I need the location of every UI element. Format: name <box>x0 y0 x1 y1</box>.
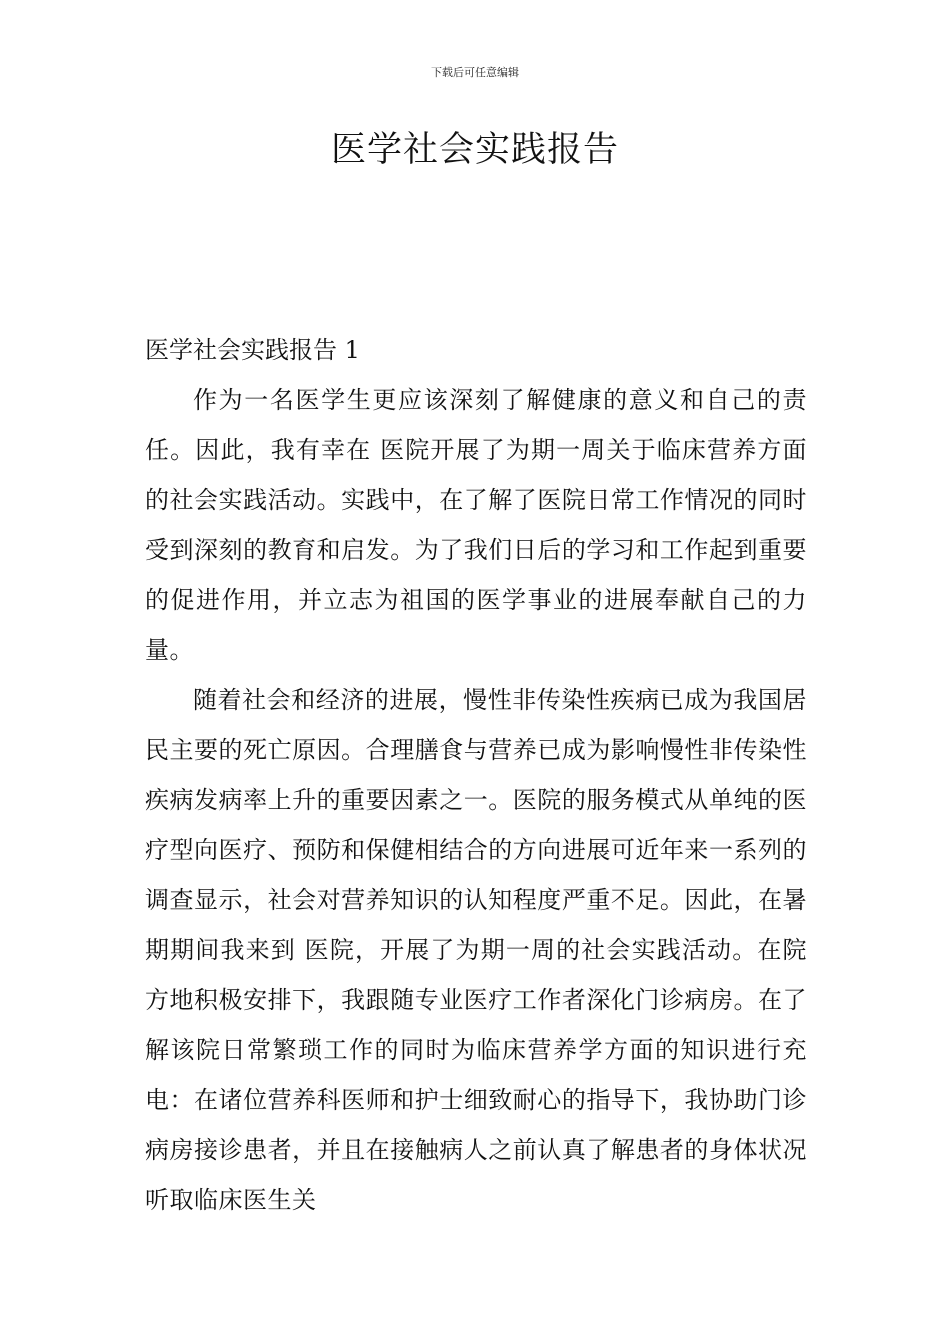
section-heading: 医学社会实践报告 1 <box>145 336 360 364</box>
header-note: 下载后可任意编辑 <box>431 66 519 79</box>
document-body <box>145 325 807 1225</box>
document-title: 医学社会实践报告 <box>330 130 619 170</box>
paragraph-2: 随着社会和经济的进展，慢性非传染性疾病已成为我国居民主要的死亡原因。合理膳食与营养已成为影响慢性非传染性疾病发病率上升的重要因素之一。医院的服务模式从单纯的医疗型向医疗、预防和保健相结合的方向进展可近年来一系列的调查显示，社会对营养知识的认知程度严重不足。因此，在暑期期间我来到 医院，开展了为期一周的社会实践活动。在院方地积极安排下，我跟随专业医疗工作者深化门诊病房。在了解该院日常繁琐工作的同时为临床营养学方面的知识进行充电：在诸位营养科医师和护士细致耐心的指导下，我协助门诊病房接诊患者，并且在接触病人之前认真了解患者的身体状况听取临床医生关 <box>145 686 807 1214</box>
paragraph-1: 作为一名医学生更应该深刻了解健康的意义和自己的责任。因此，我有幸在 医院开展了为期一周关于临床营养方面的社会实践活动。实践中，在了解了医院日常工作情况的同时受到深刻的教育和启发。为了我们日后的学习和工作起到重要的促进作用，并立志为祖国的医学事业的进展奉献自己的力量。 <box>145 386 807 664</box>
